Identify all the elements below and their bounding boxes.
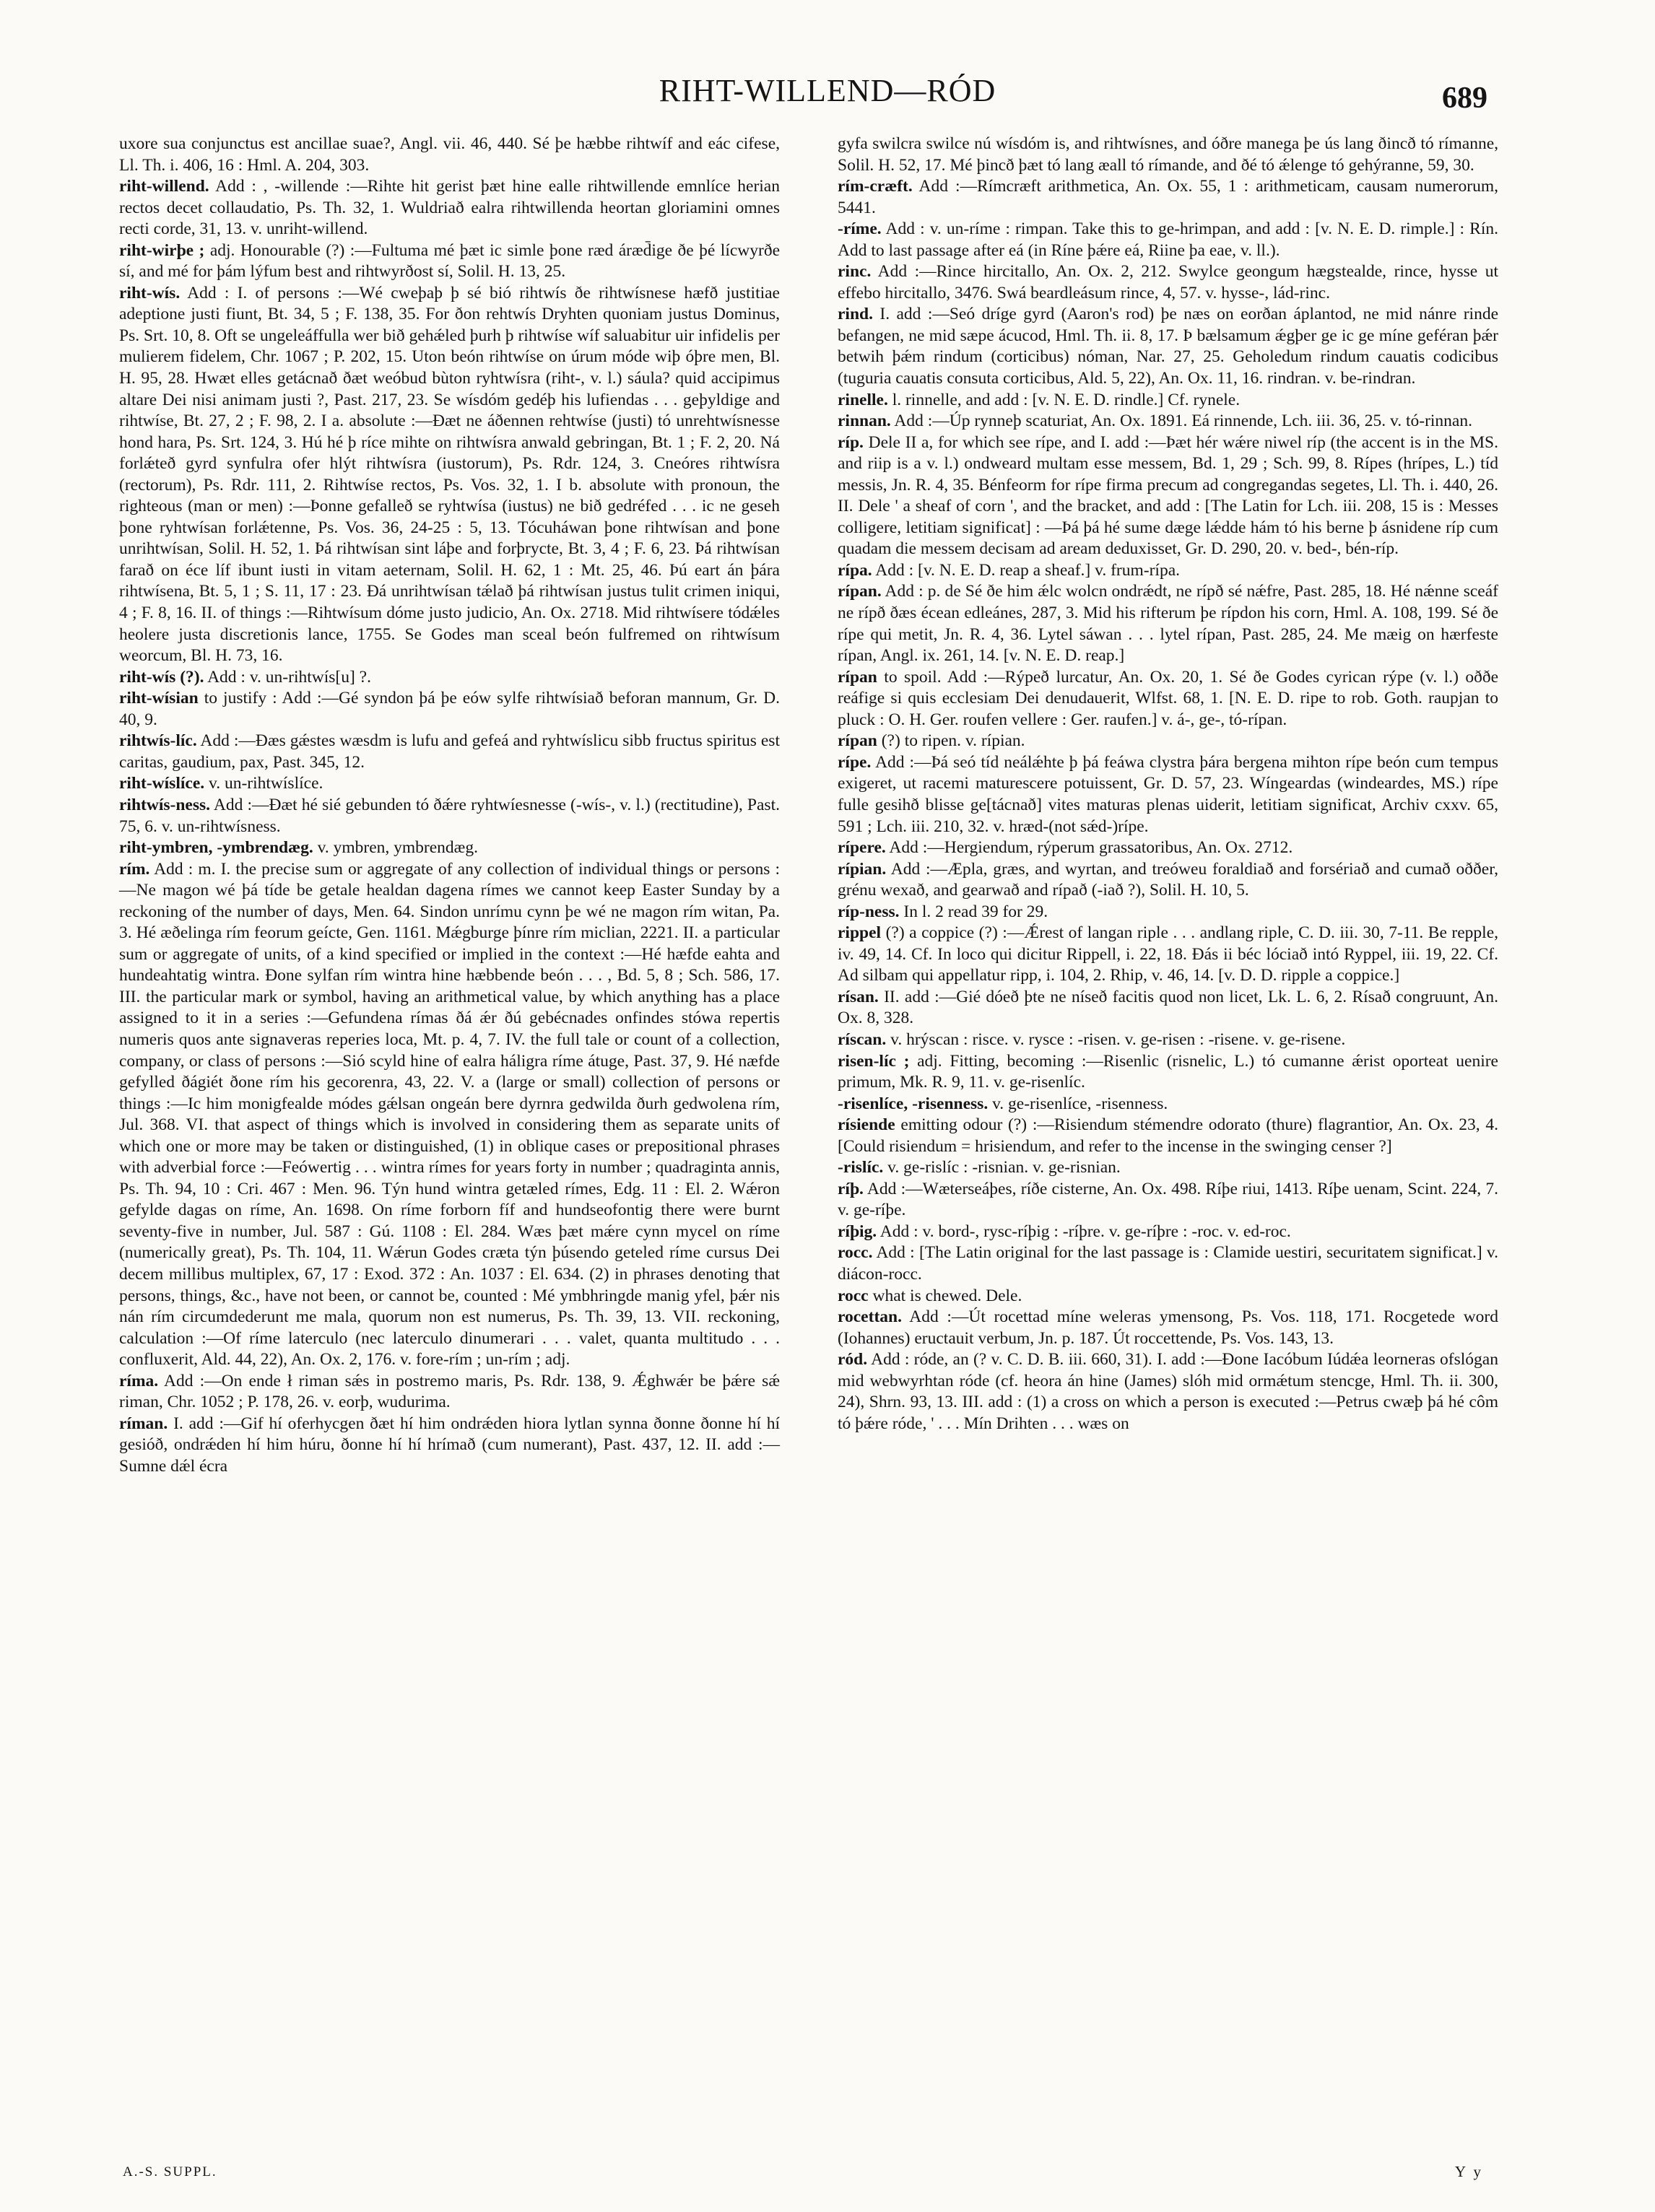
entry-text: v. hrýscan : risce. v. rysce : -risen. v. ge-risen : -risene. v. ge-risene.	[890, 1029, 1346, 1049]
dictionary-entry	[838, 731, 1498, 752]
entry-text: Add :—Hergiendum, rýperum grassatoribus, An. Ox. 2712.	[889, 838, 1293, 858]
dictionary-entry	[838, 1094, 1498, 1115]
entry-headword: rípan	[838, 667, 877, 687]
entry-text: l. rinnelle, and add : [v. N. E. D. rindle.] Cf. rynele.	[892, 390, 1241, 409]
dictionary-entry	[838, 1286, 1498, 1307]
dictionary-entry	[119, 134, 780, 176]
dictionary-entry	[838, 581, 1498, 666]
dictionary-entry	[119, 240, 780, 283]
dictionary-entry	[838, 667, 1498, 731]
dictionary-entry	[119, 176, 780, 240]
dictionary-entry	[838, 390, 1498, 412]
entry-text: gyfa swilcra swilce nú wísdóm is, and rihtwísnes, and óðre manega þe ús lang ðincð tó rímanne, Solil. H. 52, 17. Mé þincð þæt tó lang æall tó rímande, and ðé tó ǽlenge tó gehýranne, 59, 30.	[838, 134, 1498, 175]
dictionary-entry	[119, 1414, 780, 1478]
dictionary-entry	[119, 688, 780, 731]
entry-headword: rím.	[119, 859, 150, 879]
dictionary-entry	[838, 987, 1498, 1029]
entry-headword: risen-líc ;	[838, 1051, 910, 1071]
entry-headword: rocettan.	[838, 1307, 902, 1327]
entry-text: adj. Honourable (?) :—Fultuma mé þæt ic simle þone ræd áræd̄ige ðe þé lícwyrðe sí, and mé for þám lýfum best and rihtwyrðost sí, Solil. H. 13, 25.	[119, 240, 781, 282]
entry-text: Add : p. de Sé ðe him ǽlc wolcn ondrǽdt, ne rípð sé nǽfre, Past. 285, 18. Hé nǽnne sceáf ne rípð ðæs écean edleánes, 287, 3. Mid his rifterum þe rípdon his corn, Hml. A. 108, 199. Sé ðe rípe qui metit, Jn. R. 4, 36. Lytel sáwan . . . lytel rípan, Past. 285, 24. Me mæig on hærfeste rípan, Angl. ix. 261, 14. [v. N. E. D. reap.]	[838, 582, 1498, 666]
entry-headword: rípian.	[838, 859, 887, 879]
dictionary-entry	[838, 1115, 1498, 1157]
dictionary-entry	[119, 667, 780, 689]
gathering-mark: Y y	[1454, 2163, 1483, 2180]
entry-text: to spoil. Add :—Rýpeð lurcatur, An. Ox. 20, 1. Sé ðe Godes cyrican rýpe (v. l.) oððe reáfige si quis ecclesiam Dei denudauerit, Wlfst. 68, 1. [N. E. D. ripe to rob. Goth. raupjan to pluck : O. H. Ger. roufen vellere : Ger. raufen.] v. á-, ge-, tó-rípan.	[838, 667, 1499, 729]
running-head: RIHT-WILLEND—RÓD	[659, 73, 996, 108]
entry-headword: ríþig.	[838, 1222, 877, 1241]
entry-headword: riht-wirþe ;	[119, 240, 205, 260]
dictionary-entry	[838, 1157, 1498, 1179]
entry-headword: ríþ.	[838, 1179, 864, 1198]
entry-text: Dele II a, for which see rípe, and I. add :—Þæt hér wǽre niwel ríp (the accent is in the MS. and riip is a v. l.) ondweard multam esse messem, Bd. 1, 29 ; Sch. 99, 8. Rípes (hrípes, L.) tíd messis, Jn. R. 4, 35. Bénfeorm for rípe firma precum ad congregandas segetes, Ll. Th. i. 440, 26. II. Dele ' a sheaf of corn ', and the bracket, and add : [The Latin for Lch. iii. 208, 15 is : Messes colligere, letitiam significat] : —Þá þá hé sume dæge lǽdde hám tó his berne þ ásnidene ríp cum quadam die messem decisam ad aream deduxisset, Gr. D. 290, 20. v. bed-, bén-ríp.	[838, 432, 1498, 559]
dictionary-entry	[838, 752, 1498, 837]
dictionary-entry	[119, 859, 780, 1371]
entry-headword: riht-willend.	[119, 177, 209, 196]
dictionary-entry	[838, 261, 1498, 304]
dictionary-entry	[838, 923, 1498, 987]
entry-headword: -rislíc.	[838, 1158, 884, 1177]
dictionary-entry	[838, 1349, 1498, 1434]
entry-headword: riht-wís (?).	[119, 667, 204, 687]
entry-text: emitting odour (?) :—Risiendum stémendre odorato (thure) flagrantior, An. Ox. 23, 4. [Could risiendum = hrisiendum, and refer to the incense in the swinging censer ?]	[838, 1115, 1498, 1156]
dictionary-entry	[838, 1051, 1498, 1094]
entry-text: Add : róde, an (? v. C. D. B. iii. 660, 31). I. add :—Ðone Iacóbum Iúdǽa leorneras ofslógan mid webwyrhtan róde (cf. heora án hine (James) slóh mid ormǽtum stencge, Hml. Th. ii. 300, 24), Shrn. 93, 13. III. add : (1) a cross on which a person is executed :—Petrus cwæþ þá hé côm tó þǽre róde, ' . . . Mín Drihten . . . wæs on	[838, 1350, 1498, 1433]
entry-text: Add :—Æpla, græs, and wyrtan, and treóweu foraldiað and forsériað and cumað oððer, grénu wexað, and gearwað and rípað (-iað ?), Solil. H. 10, 5.	[838, 859, 1498, 900]
entry-text: II. add :—Gié dóeð þte ne níseð facitis quod non licet, Lk. L. 6, 2. Rísað congruunt, An. Ox. 8, 328.	[838, 987, 1499, 1028]
entry-text: Add :—Ðæs gǽstes wæsdm is lufu and gefeá and ryhtwíslicu sibb fructus spiritus est caritas, gaudium, pax, Past. 345, 12.	[119, 731, 780, 772]
entry-headword: rinc.	[838, 262, 872, 282]
entry-text: Add :—Úp rynneþ scaturiat, An. Ox. 1891. Eá rinnende, Lch. iii. 36, 25. v. tó-rinnan.	[894, 412, 1472, 431]
entry-text: (?) a coppice (?) :—Ǽrest of langan riple . . . andlang riple, C. D. iii. 30, 7-11. Be repple, iv. 49, 14. Cf. In loco qui dicitur Rippell, i. 22, 18. Ðás ii béc lóciað intó Ryppel, iii. 19, 22. Cf. Ad silbam qui appellatur ripp, i. 104, 2. Rhip, v. 46, 14. [v. D. D. ripple a coppice.]	[838, 923, 1499, 985]
entry-headword: rippel	[838, 923, 882, 943]
entry-headword: rípan.	[838, 582, 882, 601]
entry-headword: rísiende	[838, 1115, 895, 1135]
dictionary-entry	[838, 1222, 1498, 1243]
entry-headword: rípan	[838, 731, 877, 751]
entry-text: I. add :—Seó dríge gyrd (Aaron's rod) þe næs on eorðan áplantod, ne mid nánre rinde befangen, ne mid sæpe ácucod, Hml. Th. ii. 8, 17. Þ bælsamum ǽgþer ge ic ge míne geféran þǽr betwih þǽm rindum (corticibus) nóman, Nar. 27, 25. Geholedum rindum cauatis codicibus (tuguria cauatis consuta corticibus, Ald. 5, 22), An. Ox. 11, 16. rindran. v. be-rindran.	[838, 305, 1499, 388]
entry-headword: -ríme.	[838, 219, 882, 239]
entry-headword: riht-ymbren, -ymbrendæg.	[119, 838, 313, 858]
left-column	[119, 134, 780, 1477]
entry-headword: riht-wísian	[119, 689, 199, 708]
entry-headword: ríscan.	[838, 1029, 887, 1049]
entry-headword: rihtwís-ness.	[119, 795, 210, 814]
entry-headword: -risenlíce, -risenness.	[838, 1094, 989, 1113]
entry-headword: rípe.	[838, 752, 872, 772]
entry-text: Add : I. of persons :—Wé cweþaþ þ sé bió rihtwís ðe rihtwísnese hæfð justitiae adeptione justi fiunt, Bt. 34, 5 ; F. 138, 35. For ðon rehtwís Dryhten quoniam justus Dominus, Ps. Srt. 10, 8. Oft se ungeleáffulla wer bið gehǽled þurh þ rihtwíse wíf saluabitur uir infidelis per mulierem fidelem, Chr. 1067 ; P. 202, 15. Uton beón rihtwíse on úrum móde wiþ óþre men, Bl. H. 95, 28. Hwæt elles getácnað ðæt weóbud bùton ryhtwísra (riht-, v. l.) sáula? quid accipimus altare Dei nisi animam justi ?, Past. 217, 23. Se wísdóm gedéþ his lufiendas . . . geþyldige and rihtwíse, Bt. 27, 2 ; F. 98, 2. I a. absolute :—Ðæt ne áðennen rehtwíse (justi) tó unrehtwísnesse hond hara, Ps. Srt. 124, 3. Hú hé þ ríce mihte on rihtwísra anwald gebringan, Bt. 1 ; F. 2, 20. Ná forlǽteð gyrd synfulra ofer hlýt rihtwísra (iustorum), Ps. Rdr. 124, 3. Cneóres rihtwísra (rectorum), Ps. Rdr. 111, 2. Rihtwíse rectos, Ps. Vos. 32, 1. I b. absolute with pronoun, the righteous (man or men) :—Þonne gefalleð se ryhtwísa (iustus) ne bið gedréfed . . . ic ne geseh þone ryhtwísan forlǽtenne, Ps. Vos. 36, 24-25 : 5, 13. Tócuháwan þone rihtwísan and þone unrihtwísan, Solil. H. 52, 1. Þá rihtwísan sint láþe and forþrycte, Bt. 3, 4 ; F. 6, 23. Þá rihtwísan farað on éce líf ibunt iusti in vitam aeternam, Solil. H. 62, 1 : Mt. 25, 46. Þú eart án þára rihtwísena, Bt. 5, 1 ; S. 11, 17 : 23. Ðá unrihtwísan tǽlað þá rihtwísan justus tulit crimen iniqui, 4 ; F. 8, 16. II. of things :—Rihtwísum dóme justo judicio, An. Ox. 2718. Mid rihtwísere tódǽles heolere justa discretionis lance, 1755. Se Godes man sceal beón fulfremed on rihtwísum weorcum, Bl. H. 73, 16.	[119, 283, 780, 666]
entry-text: Add : [The Latin original for the last passage is : Clamide uestiri, securitatem significat.] v. diácon-rocc.	[838, 1243, 1498, 1284]
dictionary-entry	[838, 432, 1498, 560]
entry-headword: riht-wís.	[119, 283, 181, 302]
signature-mark: A.-S. SUPPL.	[123, 2164, 217, 2180]
dictionary-entry	[119, 773, 780, 795]
entry-text: v. ge-risenlíce, -risenness.	[992, 1094, 1168, 1113]
entry-text: Add :—Út rocettad míne weleras ymensong, Ps. Vos. 118, 171. Rocgetede word (Iohannes) eructauit verbum, Jn. p. 187. Út roccettende, Ps. Vos. 143, 13.	[838, 1307, 1498, 1348]
entry-text: Add : v. un-rihtwís[u] ?.	[207, 667, 371, 687]
entry-text: v. ge-rislíc : -risnian. v. ge-risnian.	[887, 1158, 1121, 1177]
entry-text: Add : [v. N. E. D. reap a sheaf.] v. frum-rípa.	[875, 560, 1181, 580]
entry-headword: rinelle.	[838, 390, 888, 409]
entry-headword: rísan.	[838, 987, 879, 1006]
dictionary-entry	[838, 1242, 1498, 1285]
entry-text: Add :—Rímcræft arithmetica, An. Ox. 55, 1 : arithmeticam, causam numerorum, 5441.	[838, 177, 1498, 217]
entry-headword: rocc	[838, 1286, 869, 1305]
entry-text: what is chewed. Dele.	[872, 1286, 1022, 1305]
entry-text: v. ymbren, ymbrendæg.	[317, 838, 478, 858]
entry-text: I. add :—Gif hí oferhycgen ðæt hí him ondrǽden hiora lytlan synna ðonne ðonne hí hí gesióð, ondrǽden hí him húru, ðonne hí hí hrímað (cum numerant), Past. 437, 12. II. add :—Sumne dǽl écra	[119, 1414, 781, 1476]
entry-text: to justify : Add :—Gé syndon þá þe eów sylfe rihtwísiað beforan mannum, Gr. D. 40, 9.	[119, 689, 780, 729]
entry-headword: ríp.	[838, 432, 864, 452]
entry-text: In l. 2 read 39 for 29.	[903, 902, 1048, 921]
entry-headword: rípere.	[838, 838, 886, 858]
dictionary-entry	[838, 859, 1498, 902]
dictionary-entry	[119, 837, 780, 859]
dictionary-entry	[838, 837, 1498, 859]
entry-text: Add : m. I. the precise sum or aggregate of any collection of individual things or persons :—Ne magon wé þá tíde be getale healdan dagena rímes we cannot keep Easter Sunday by a reckoning of the number of days, Men. 64. Sindon unrímu cynn þe wé ne magon rím witan, Pa. 3. Hé æðelinga rím feorum geícte, Gen. 1161. Mǽgburge þínre rím miclian, 2221. II. a particular sum or aggregate of units, of a kind specified or implied in the context :—Hé hæfde eahta and hundeahtatig wintra. Ðone sylfan rím wintra hine hæbbende beón . . . , Bd. 5, 8 ; Sch. 586, 17. III. the particular mark or symbol, having an arithmetical value, by which anything has a place assigned to it in a series :—Gefundena rímas ðá ǽr ðú gebécnades onfindes stówa repertis numeris quos ante signaveras reperies loca, Mt. p. 4, 7. IV. the full tale or count of a collection, company, or class of persons :—Sió scyld hine of ealra háligra ríme átuge, Past. 37, 9. Hé næfde gefylled ðágiét ðone rím his gecorenra, 43, 22. V. a (large or small) collection of persons or things :—Ic him monigfealde módes gǽlsan ongeán bere dyrnra gedwilda ðurh gedwolena rím, Jul. 368. VI. that aspect of things which is involved in considering them as separate units of which one or more may be taken or distinguished, (1) in oblique cases or prepositional phrases with adverbial force :—Feówertig . . . wintra rímes for years forty in number ; quadraginta annis, Ps. Th. 94, 10 : Cri. 467 : Men. 96. Týn hund wintra getæled rímes, Edg. 11 : El. 2. Wǽron gefylde dagas on ríme, An. 1698. On ríme forborn fíf and hundseofontig there were burnt seventy-five in number, Jul. 587 : Gú. 1108 : El. 284. Wæs þæt mǽre cynn mycel on ríme (numerically great), Ps. Th. 104, 11. Wǽrun Godes cræta týn þúsendo geteled ríme cursus Dei decem millibus multiplex, 67, 17 : Exod. 372 : An. 1037 : El. 634. (2) in phrases denoting that persons, things, &c., have not been, or cannot be, counted : Mé ymbhringde manig yfel, þǽr nis nán rím circumdederunt me mala, quorum non est numerus, Ps. Th. 39, 13. VII. reckoning, calculation :—Of ríme laterculo (nec laterculo dinumerari . . . valet, quanta multitudo . . . confluxerit, Ald. 44, 22), An. Ox. 2, 176. v. fore-rím ; un-rím ; adj.	[119, 859, 780, 1370]
entry-text: Add :—Rince hircitallo, An. Ox. 2, 212. Swylce geongum hægstealde, rince, hysse ut effebo hircitallo, 3476. Swá beardleásum rince, 4, 57. v. hysse-, lád-rinc.	[838, 262, 1498, 302]
entry-headword: ríman.	[119, 1414, 168, 1433]
entry-text: Add :—Ðæt hé sié gebunden tó ðǽre ryhtwíesnesse (-wís-, v. l.) (rectitudine), Past. 75, 6. v. un-rihtwísness.	[119, 795, 780, 836]
dictionary-entry	[838, 1307, 1498, 1349]
dictionary-entry	[838, 411, 1498, 432]
entry-headword: riht-wíslíce.	[119, 774, 205, 793]
entry-text: Add :—Wæterseáþes, ríðe cisterne, An. Ox. 498. Ríþe riui, 1413. Ríþe uenam, Scint. 224, 7. v. ge-ríþe.	[838, 1179, 1498, 1220]
entry-headword: ríp-ness.	[838, 902, 900, 921]
dictionary-entry	[119, 283, 780, 667]
dictionary-entry	[838, 176, 1498, 219]
dictionary-entry	[838, 304, 1498, 389]
entry-headword: rocc.	[838, 1243, 873, 1263]
entry-headword: rihtwís-líc.	[119, 731, 197, 751]
dictionary-entry	[119, 731, 780, 773]
entry-headword: ríma.	[119, 1371, 159, 1390]
entry-text: uxore sua conjunctus est ancillae suae?, Angl. vii. 46, 440. Sé þe hæbbe rihtwíf and eác cifese, Ll. Th. i. 406, 16 : Hml. A. 204, 303.	[119, 134, 780, 175]
entry-headword: rinnan.	[838, 412, 891, 431]
dictionary-entry	[838, 1179, 1498, 1222]
entry-headword: rím-cræft.	[838, 177, 913, 196]
entry-headword: ród.	[838, 1350, 868, 1370]
entry-text: Add : v. un-ríme : rimpan. Take this to ge-hrimpan, and add : [v. N. E. D. rimple.] : Rín. Add to last passage after eá (in Ríne þǽre eá, Riine þa eae, v. ll.).	[838, 219, 1498, 260]
dictionary-entry	[838, 560, 1498, 582]
dictionary-entry	[838, 1029, 1498, 1051]
dictionary-entry	[838, 134, 1498, 176]
page-number: 689	[1442, 82, 1487, 115]
entry-headword: rípa.	[838, 560, 872, 580]
dictionary-entry	[838, 219, 1498, 261]
dictionary-entry	[119, 1371, 780, 1414]
entry-text: v. un-rihtwíslíce.	[209, 774, 323, 793]
right-column	[838, 134, 1498, 1434]
entry-headword: rind.	[838, 305, 873, 324]
dictionary-entry	[838, 902, 1498, 923]
entry-text: Add :—On ende ł riman sǽs in postremo maris, Ps. Rdr. 138, 9. Ǽghwǽr be þǽre sǽ riman, Chr. 1052 ; P. 178, 26. v. eorþ, wudurima.	[119, 1371, 780, 1412]
entry-text: adj. Fitting, becoming :—Risenlic (risnelic, L.) tó cumanne ǽrist oporteat uenire primum, Mk. R. 9, 11. v. ge-risenlíc.	[838, 1051, 1498, 1092]
entry-text: (?) to ripen. v. rípian.	[881, 731, 1025, 751]
entry-text: Add :—Þá seó tíd neálǽhte þ þá feáwa clystra þára bergena mihton rípe beón cum tempus exigeret, ut racemi maturescere potuissent, Gr. D. 57, 23. Wíngeardas (windeardes, MS.) rípe fulle gesihð blisse ge[tácnað] vites maturas plenas uiderit, letitiam significat, Archiv cxxv. 65, 591 ; Lch. iii. 210, 32. v. hræd-(not sǽd-)rípe.	[838, 752, 1498, 836]
entry-text: Add : , -willende :—Rihte hit gerist þæt hine ealle rihtwillende emnlíce herian rectos decet collaudatio, Ps. Th. 32, 1. Wuldriað ealra rihtwillenda heortan gloriamini omnes recti corde, 31, 13. v. unriht-willend.	[119, 177, 780, 239]
dictionary-entry	[119, 795, 780, 837]
entry-text: Add : v. bord-, rysc-ríþig : -ríþre. v. ge-ríþre : -roc. v. ed-roc.	[879, 1222, 1291, 1241]
